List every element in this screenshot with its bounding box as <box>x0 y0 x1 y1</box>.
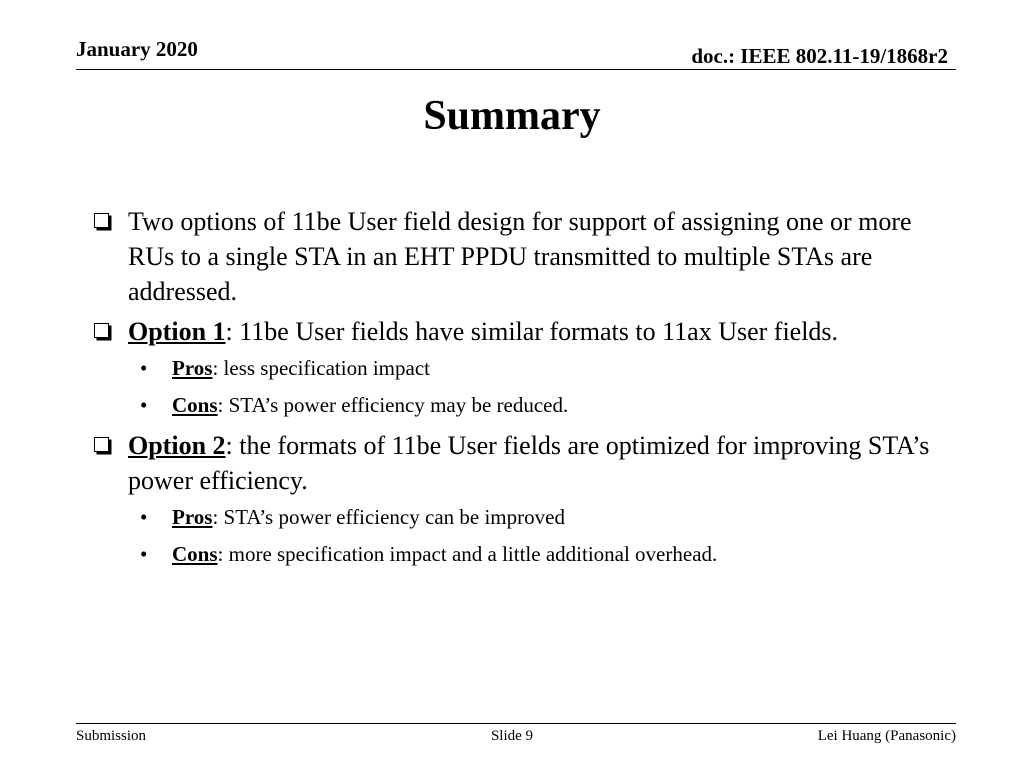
dot-bullet-icon: • <box>140 505 148 529</box>
dot-bullet-icon: • <box>140 393 148 417</box>
sub-bullet-text: : less specification impact <box>212 356 430 380</box>
bullet-item-3 <box>90 428 950 498</box>
bullet-text: : the formats of 11be User fields are optimized for improving STA’s power efficiency. <box>128 431 930 495</box>
bullet-text: Two options of 11be User field design for support of assigning one or more RUs to a single STA in an EHT PPDU transmitted to multiple STAs are addressed. <box>128 207 912 306</box>
sub-bullet-label: Cons <box>172 542 218 566</box>
sub-bullet-cons <box>90 391 950 419</box>
checkbox-bullet-icon <box>94 213 109 228</box>
checkbox-bullet-icon <box>94 323 109 338</box>
sub-bullet-label: Pros <box>172 505 213 529</box>
slide-body <box>90 204 950 577</box>
footer-slide-number: Slide 9 <box>490 728 534 744</box>
footer-submission: Submission <box>76 728 147 744</box>
header-date: January 2020 <box>76 37 198 61</box>
dot-bullet-icon: • <box>140 356 148 380</box>
bullet-text: : 11be User fields have similar formats to 11ax User fields. <box>225 317 839 346</box>
sub-bullet-pros <box>90 354 950 382</box>
sub-bullet-text: : more specification impact and a little additional overhead. <box>217 542 718 566</box>
sub-bullet-label: Cons <box>172 393 218 417</box>
bullet-item-2 <box>90 314 950 349</box>
sub-bullet-label: Pros <box>172 356 213 380</box>
slide-title: Summary <box>423 93 601 139</box>
checkbox-bullet-icon <box>94 437 109 452</box>
bullet-label: Option 2 <box>128 431 226 460</box>
footer-divider <box>76 723 956 724</box>
bullet-item-1 <box>90 204 950 309</box>
bullet-label: Option 1 <box>128 317 226 346</box>
sub-bullet-cons <box>90 540 950 568</box>
header-divider <box>76 69 956 70</box>
footer-author: Lei Huang (Panasonic) <box>817 728 956 744</box>
sub-bullet-text: : STA’s power efficiency may be reduced. <box>217 393 569 417</box>
header-doc-id: doc.: IEEE 802.11-19/1868r2 <box>691 44 948 68</box>
dot-bullet-icon: • <box>140 542 148 566</box>
sub-bullet-pros <box>90 503 950 531</box>
sub-bullet-text: : STA’s power efficiency can be improved <box>212 505 565 529</box>
